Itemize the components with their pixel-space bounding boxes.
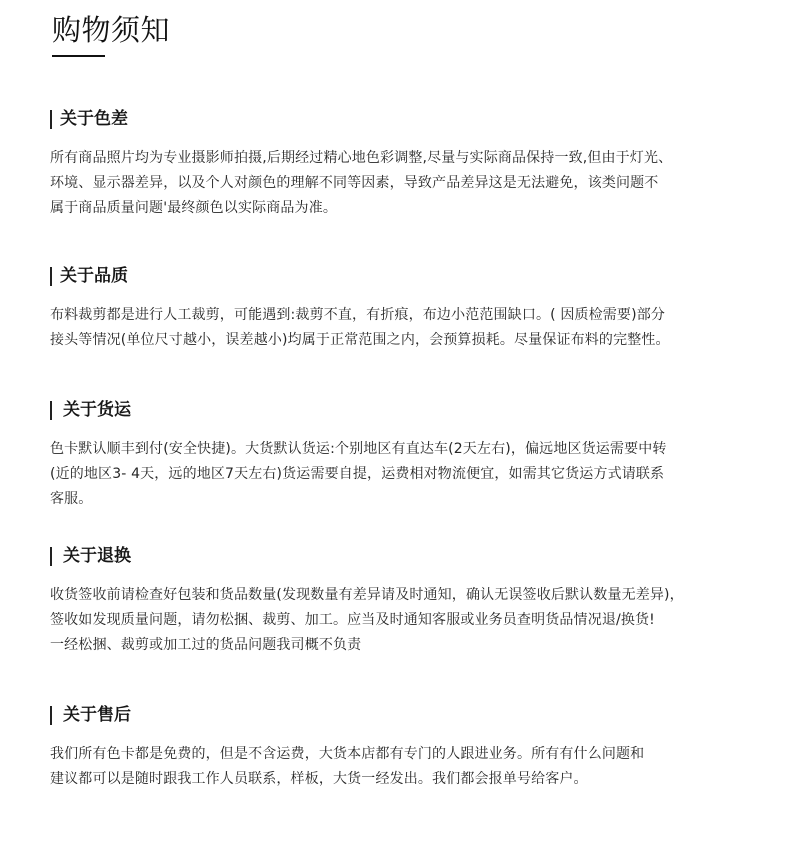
body-line: 收货签收前请检查好包装和货品数量(发现数量有差异请及时通知，确认无误签收后默认数量无差异)，: [50, 587, 684, 603]
section-shipping: [50, 397, 770, 512]
section-body: [50, 583, 770, 658]
body-line: 签收如发现质量问题，请勿松捆、裁剪、加工。应当及时通知客服或业务员查明货品情况退/换货!: [50, 612, 655, 628]
section-body: [50, 146, 770, 221]
section-color-difference: [50, 106, 770, 221]
body-line: 布料裁剪都是进行人工裁剪，可能遇到:裁剪不直，有折痕，布边小范范围缺口。( 因质检需要)部分: [50, 307, 665, 323]
section-heading-text: 关于货运: [63, 400, 131, 420]
heading-bar: [50, 547, 52, 566]
section-after-sales: [50, 702, 770, 792]
section-body: [50, 742, 770, 792]
heading-bar: [50, 706, 52, 725]
section-heading: [50, 543, 770, 569]
section-heading-text: 关于退换: [63, 546, 131, 566]
section-heading: [50, 263, 770, 289]
body-line: (近的地区3- 4天，远的地区7天左右)货运需要自提，运费相对物流便宜，如需其它货运方式请联系: [50, 466, 665, 482]
section-heading-text: 关于色差: [60, 109, 128, 129]
body-line: 接头等情况(单位尺寸越小，误差越小)均属于正常范围之内，会预算损耗。尽量保证布料的完整性。: [50, 332, 670, 348]
heading-bar: [50, 401, 52, 420]
body-line: 一经松捆、裁剪或加工过的货品问题我司概不负责: [50, 637, 362, 653]
body-line: 环境、显示器差异，以及个人对颜色的理解不同等因素，导致产品差异这是无法避免，该类问题不: [50, 175, 659, 191]
heading-bar: [50, 267, 52, 286]
heading-bar: [50, 110, 52, 129]
section-heading: [50, 702, 770, 728]
section-body: [50, 303, 770, 353]
section-heading: [50, 397, 770, 423]
section-quality: [50, 263, 770, 353]
body-line: 建议都可以是随时跟我工作人员联系，样板，大货一经发出。我们都会报单号给客户。: [50, 771, 588, 787]
title-underline: [52, 55, 105, 57]
body-line: 客服。: [50, 491, 93, 507]
section-returns: [50, 543, 770, 658]
body-line: 我们所有色卡都是免费的，但是不含运费，大货本店都有专门的人跟进业务。所有有什么问题和: [50, 746, 645, 762]
section-heading-text: 关于售后: [63, 705, 131, 725]
page-title: 购物须知: [52, 13, 171, 47]
section-body: [50, 437, 770, 512]
body-line: 属于商品质量问题'最终颜色以实际商品为准。: [50, 200, 337, 216]
body-line: 色卡默认顺丰到付(安全快捷)。大货默认货运:个别地区有直达车(2天左右)，偏远地区货运需要中转: [50, 441, 667, 457]
section-heading-text: 关于品质: [60, 266, 128, 286]
body-line: 所有商品照片均为专业摄影师拍摄,后期经过精心地色彩调整,尽量与实际商品保持一致,但由于灯光、: [50, 150, 673, 166]
section-heading: [50, 106, 770, 132]
